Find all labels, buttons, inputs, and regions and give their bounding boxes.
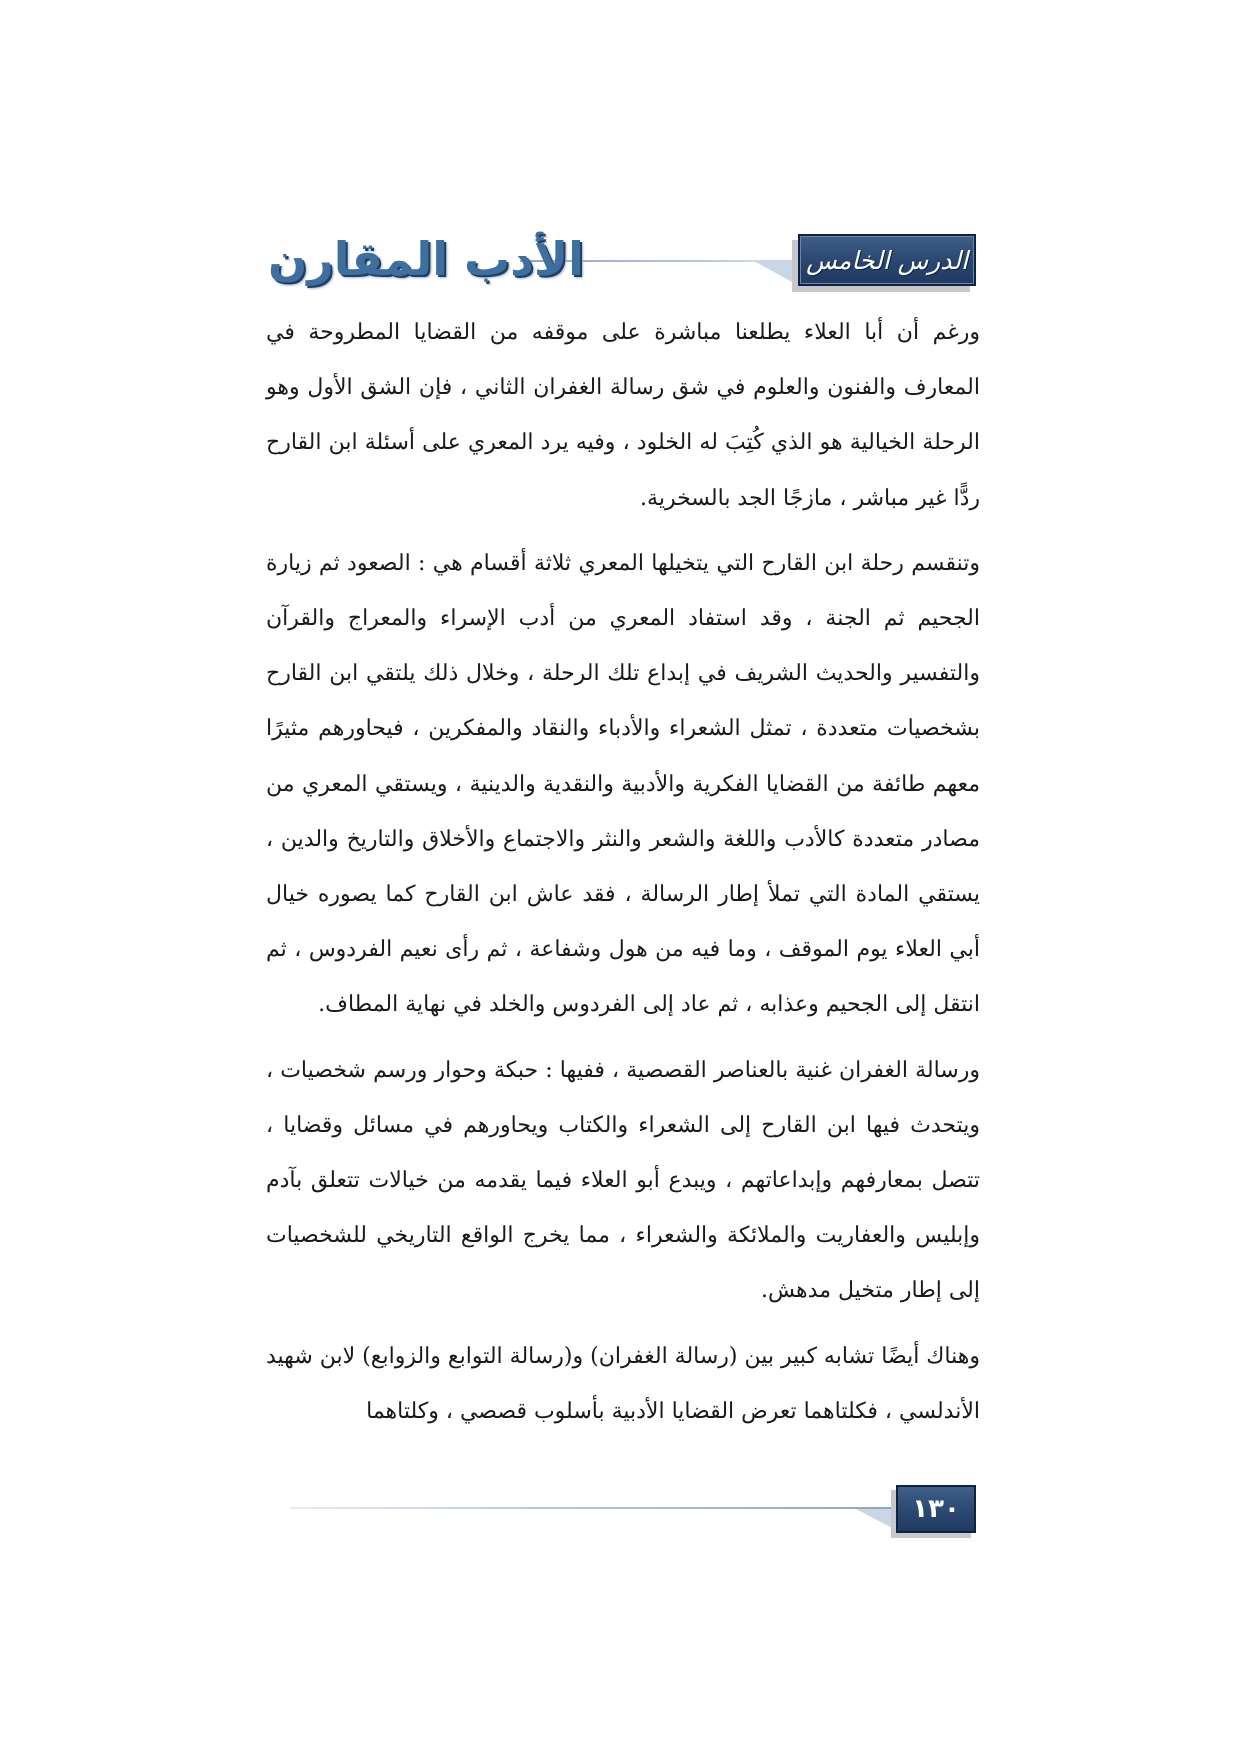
book-title: الأدب المقارن <box>268 232 584 286</box>
page-header <box>268 234 976 290</box>
paragraph: ورغم أن أبا العلاء يطلعنا مباشرة على موقفه من القضايا المطروحة في المعارف والفنون والعلوم في شق رسالة الغفران الثاني ، فإن الشق الأول وهو الرحلة الخيالية هو الذي كُتِبَ له الخلود ، وفيه يرد المعري على أسئلة ابن القارح ردًّا غير مباشر ، مازجًا الجد بالسخرية. <box>266 320 980 511</box>
footer-divider-line <box>290 1507 894 1509</box>
page-number-box <box>896 1485 976 1533</box>
paragraph: وتنقسم رحلة ابن القارح التي يتخيلها المعري ثلاثة أقسام هي : الصعود ثم زيارة الجحيم ثم الجنة ، وقد استفاد المعري من أدب الإسراء والمعراج والقرآن والتفسير والحديث الشريف في إبداع تلك الرحلة ، وخلال ذلك يلتقي ابن القارح بشخصيات متعددة ، تمثل الشعراء والأدباء والنقاد والمفكرين ، فيحاورهم مثيرًا معهم طائفة من القضايا الفكرية والأدبية والنقدية والدينية ، ويستقي المعري من مصادر متعددة كالأدب واللغة والشعر والنثر والاجتماع والأخلاق والتاريخ والدين ، يستقي المادة التي تملأ إطار الرسالة ، فقد عاش ابن القارح كما يصوره خيال أبي العلاء يوم الموقف ، وما فيه من هول وشفاعة ، ثم رأى نعيم الفردوس ، ثم انتقل إلى الجحيم وعذابه ، ثم عاد إلى الفردوس والخلد في نهاية المطاف. <box>266 550 980 1018</box>
lesson-label-box <box>798 234 976 286</box>
paragraph: وهناك أيضًا تشابه كبير بين (رسالة الغفران) و(رسالة التوابع والزوابع) لابن شهيد الأندلسي ، فكلتاهما تعرض القضايا الأدبية بأسلوب قصصي ، وكلتاهما <box>266 1343 980 1424</box>
page-footer <box>276 1485 976 1535</box>
body-text <box>266 305 980 1449</box>
page-number: ١٣٠ <box>912 1494 960 1524</box>
lesson-label: الدرس الخامس <box>806 245 968 275</box>
paragraph: ورسالة الغفران غنية بالعناصر القصصية ، ففيها : حبكة وحوار ورسم شخصيات ، ويتحدث فيها ابن القارح إلى الشعراء والكتاب ويحاورهم في مسائل وقضايا ، تتصل بمعارفهم وإبداعاتهم ، ويبدع أبو العلاء فيما يقدمه من خيالات تتعلق بآدم وإبليس والعفاريت والملائكة والشعراء ، مما يخرج الواقع التاريخي للشخصيات إلى إطار متخيل مدهش. <box>266 1057 980 1304</box>
